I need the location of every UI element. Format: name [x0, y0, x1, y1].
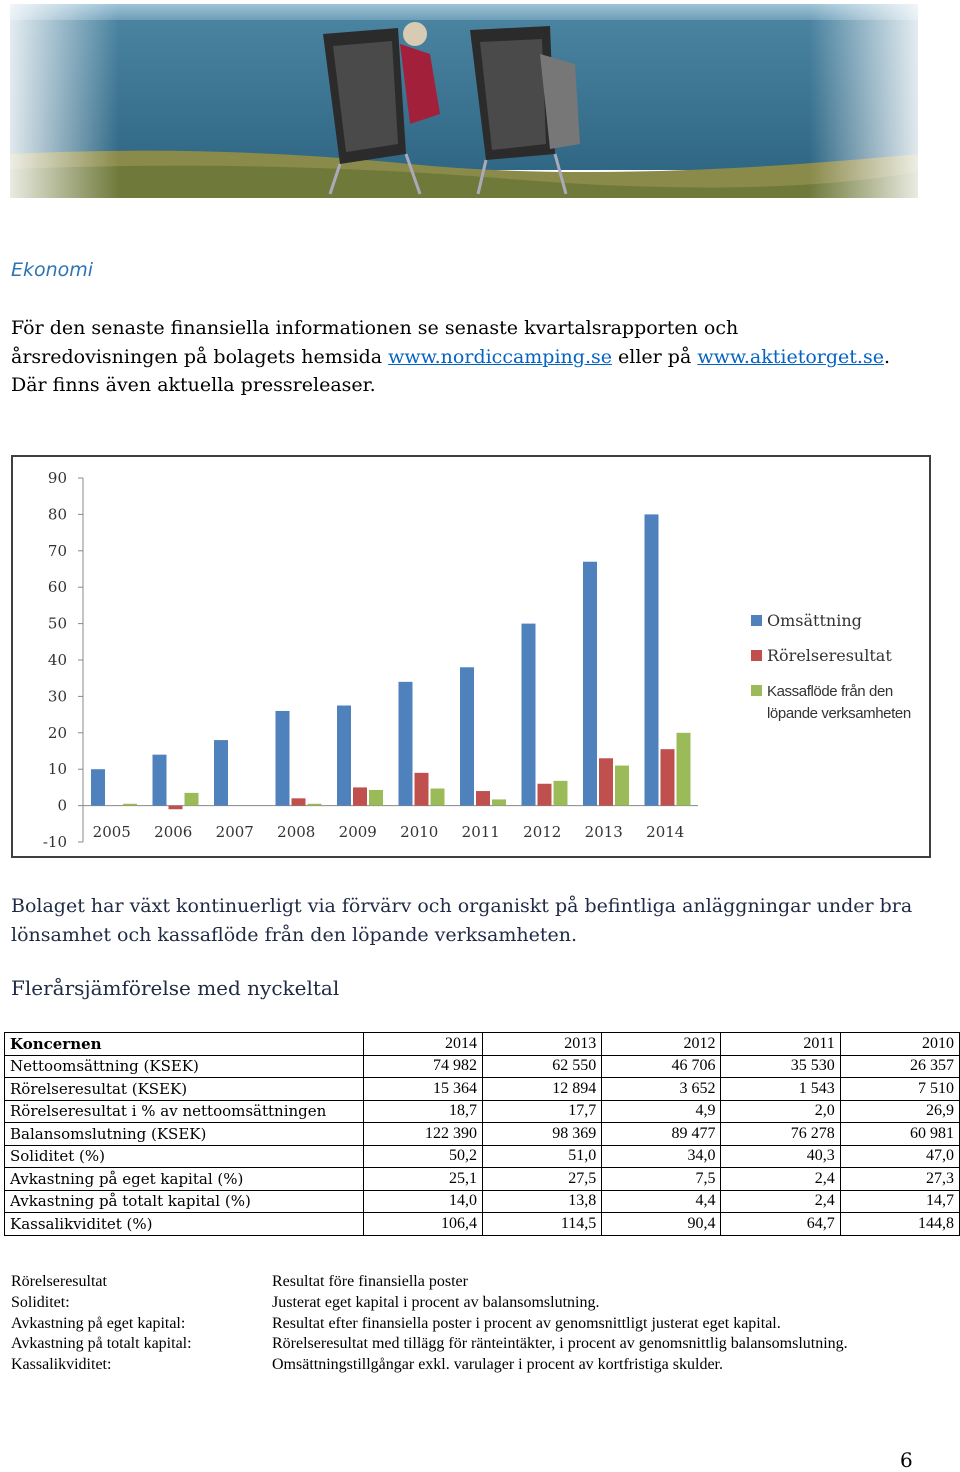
legend-swatch	[751, 615, 762, 626]
definition-description: Resultat före finansiella poster	[272, 1273, 468, 1290]
value-cell: 7 510	[840, 1078, 959, 1101]
bar-omsättning-2013	[583, 562, 597, 806]
definition-description: Justerat eget kapital i procent av balansomslutning.	[272, 1293, 600, 1311]
row-label-cell: Kassalikviditet (%)	[5, 1213, 364, 1236]
bar-kassaflöde-2009	[369, 790, 383, 806]
value-cell: 34,0	[602, 1145, 721, 1168]
value-cell: 15 364	[363, 1078, 482, 1101]
kpi-table	[4, 1032, 960, 1236]
value-cell: 46 706	[602, 1055, 721, 1078]
bar-kassaflöde-2005	[123, 804, 137, 806]
intro-text-after: . Där finns även aktuella pressreleaser.	[11, 345, 890, 396]
nordiccamping-link[interactable]: www.nordiccamping.se	[388, 345, 612, 368]
legend-swatch	[751, 685, 762, 696]
row-label-cell: Rörelseresultat (KSEK)	[5, 1078, 364, 1101]
x-tick-label: 2011	[461, 823, 500, 841]
legend-label: Rörelseresultat	[767, 646, 892, 665]
value-cell: 35 530	[721, 1055, 840, 1078]
value-cell: 51,0	[482, 1145, 601, 1168]
intro-paragraph	[11, 314, 911, 400]
legend-label: löpande verksamheten	[767, 705, 911, 722]
row-label-cell: Soliditet (%)	[5, 1145, 364, 1168]
value-cell: 27,5	[482, 1168, 601, 1191]
value-cell: 2,4	[721, 1168, 840, 1191]
x-tick-label: 2007	[215, 823, 254, 841]
aktietorget-link[interactable]: www.aktietorget.se	[697, 345, 884, 368]
value-cell: 50,2	[363, 1145, 482, 1168]
y-tick-label: -10	[42, 833, 67, 851]
y-tick-label: 40	[47, 651, 67, 669]
row-label-cell: Avkastning på totalt kapital (%)	[5, 1190, 364, 1213]
bar-omsättning-2012	[522, 624, 536, 806]
header-cell: 2013	[482, 1033, 601, 1056]
value-cell: 74 982	[363, 1055, 482, 1078]
y-tick-label: 30	[47, 687, 67, 706]
revenue-chart	[11, 455, 931, 858]
definition-term: Rörelseresultat	[11, 1273, 107, 1290]
bar-kassaflöde-2006	[185, 793, 199, 806]
value-cell: 17,7	[482, 1100, 601, 1123]
bar-omsättning-2006	[153, 755, 167, 806]
definition-term: Avkastning på eget kapital:	[11, 1314, 186, 1332]
bar-rörelseresultat-2011	[476, 791, 490, 806]
y-tick-label: 0	[57, 796, 67, 815]
row-label-cell: Avkastning på eget kapital (%)	[5, 1168, 364, 1191]
x-tick-label: 2006	[154, 823, 193, 841]
value-cell: 62 550	[482, 1055, 601, 1078]
definitions-list	[11, 1272, 911, 1376]
definition-row	[11, 1355, 911, 1376]
bar-kassaflöde-2010	[431, 788, 445, 805]
header-cell: 2012	[602, 1033, 721, 1056]
value-cell: 122 390	[363, 1123, 482, 1146]
bar-omsättning-2007	[214, 740, 228, 806]
value-cell: 47,0	[840, 1145, 959, 1168]
value-cell: 13,8	[482, 1190, 601, 1213]
value-cell: 60 981	[840, 1123, 959, 1146]
bar-rörelseresultat-2006	[169, 806, 183, 810]
definition-description: Rörelseresultat med tillägg för ränteintäkter, i procent av genomsnittlig balansomslutning.	[272, 1335, 848, 1353]
y-tick-label: 20	[47, 723, 67, 742]
definition-description: Resultat efter finansiella poster i procent av genomsnittligt justerat eget kapital.	[272, 1314, 781, 1332]
bar-omsättning-2005	[91, 769, 105, 805]
table-row	[5, 1168, 960, 1191]
value-cell: 26 357	[840, 1055, 959, 1078]
table-row	[5, 1055, 960, 1078]
value-cell: 18,7	[363, 1100, 482, 1123]
legend-label: Omsättning	[767, 611, 862, 630]
value-cell: 4,4	[602, 1190, 721, 1213]
definition-row	[11, 1272, 911, 1293]
x-tick-label: 2009	[338, 823, 377, 841]
bar-rörelseresultat-2008	[292, 798, 306, 805]
bar-omsättning-2014	[645, 514, 659, 805]
bar-kassaflöde-2008	[308, 804, 322, 806]
definition-row	[11, 1293, 911, 1314]
bar-rörelseresultat-2012	[538, 784, 552, 806]
value-cell: 89 477	[602, 1123, 721, 1146]
definition-row	[11, 1334, 911, 1355]
value-cell: 40,3	[721, 1145, 840, 1168]
value-cell: 12 894	[482, 1078, 601, 1101]
intro-text-before: För den senaste finansiella informationen se senaste kvartalsrapporten och årsredovisningen på bolagets hemsida	[11, 317, 739, 368]
value-cell: 98 369	[482, 1123, 601, 1146]
row-label-cell: Balansomslutning (KSEK)	[5, 1123, 364, 1146]
bar-omsättning-2009	[337, 706, 351, 806]
table-row	[5, 1123, 960, 1146]
definition-row	[11, 1314, 911, 1335]
bar-rörelseresultat-2010	[415, 773, 429, 806]
table-row	[5, 1100, 960, 1123]
value-cell: 27,3	[840, 1168, 959, 1191]
section-heading: Ekonomi	[11, 259, 94, 281]
y-tick-label: 70	[47, 541, 67, 560]
table-row	[5, 1145, 960, 1168]
value-cell: 3 652	[602, 1078, 721, 1101]
value-cell: 14,7	[840, 1190, 959, 1213]
definition-term: Kassalikviditet:	[11, 1356, 112, 1374]
bar-kassaflöde-2014	[677, 733, 691, 806]
page-number: 6	[900, 1448, 913, 1472]
x-tick-label: 2010	[400, 823, 439, 841]
chart-canvas	[13, 457, 929, 856]
definition-description: Omsättningstillgångar exkl. varulager i procent av kortfristiga skulder.	[272, 1356, 723, 1374]
value-cell: 14,0	[363, 1190, 482, 1213]
header-cell: 2010	[840, 1033, 959, 1056]
x-tick-label: 2013	[584, 823, 623, 841]
value-cell: 114,5	[482, 1213, 601, 1236]
summary-paragraph: Bolaget har växt kontinuerligt via förvärv och organiskt på befintliga anläggningar under bra lönsamhet och kassaflöde från den löpande verksamheten.	[11, 895, 913, 946]
value-cell: 26,9	[840, 1100, 959, 1123]
value-cell: 25,1	[363, 1168, 482, 1191]
value-cell: 4,9	[602, 1100, 721, 1123]
bar-rörelseresultat-2009	[353, 787, 367, 805]
x-tick-label: 2008	[277, 823, 316, 841]
y-tick-label: 10	[47, 760, 67, 779]
value-cell: 1 543	[721, 1078, 840, 1101]
header-cell: 2011	[721, 1033, 840, 1056]
bar-kassaflöde-2013	[615, 766, 629, 806]
table-row	[5, 1213, 960, 1236]
value-cell: 90,4	[602, 1213, 721, 1236]
header-cell: 2014	[363, 1033, 482, 1056]
definition-term: Soliditet:	[11, 1293, 70, 1311]
y-tick-label: 90	[47, 469, 67, 487]
y-tick-label: 60	[47, 578, 67, 597]
bar-kassaflöde-2011	[492, 799, 506, 805]
beach-chairs-photo	[10, 4, 918, 198]
table-row	[5, 1190, 960, 1213]
x-tick-label: 2005	[92, 823, 131, 841]
legend-label: Kassaflöde från den	[767, 683, 893, 700]
value-cell: 106,4	[363, 1213, 482, 1236]
table-row	[5, 1078, 960, 1101]
y-tick-label: 80	[47, 505, 67, 524]
y-tick-label: 50	[47, 614, 67, 633]
bar-omsättning-2011	[460, 667, 474, 805]
bar-rörelseresultat-2014	[661, 749, 675, 805]
x-tick-label: 2014	[646, 823, 685, 841]
intro-text-middle: eller på	[611, 345, 698, 368]
value-cell: 7,5	[602, 1168, 721, 1191]
value-cell: 2,4	[721, 1190, 840, 1213]
value-cell: 2,0	[721, 1100, 840, 1123]
value-cell: 76 278	[721, 1123, 840, 1146]
legend-swatch	[751, 650, 762, 661]
header-cell: Koncernen	[5, 1033, 364, 1056]
row-label-cell: Nettoomsättning (KSEK)	[5, 1055, 364, 1078]
x-tick-label: 2012	[523, 823, 562, 841]
value-cell: 144,8	[840, 1213, 959, 1236]
bar-omsättning-2008	[276, 711, 290, 806]
bar-rörelseresultat-2013	[599, 758, 613, 805]
table-title: Flerårsjämförelse med nyckeltal	[11, 976, 340, 1000]
bar-kassaflöde-2012	[554, 781, 568, 806]
bar-omsättning-2010	[399, 682, 413, 806]
value-cell: 64,7	[721, 1213, 840, 1236]
table-header-row	[5, 1033, 960, 1056]
definition-term: Avkastning på totalt kapital:	[11, 1335, 192, 1353]
row-label-cell: Rörelseresultat i % av nettoomsättningen	[5, 1100, 364, 1123]
